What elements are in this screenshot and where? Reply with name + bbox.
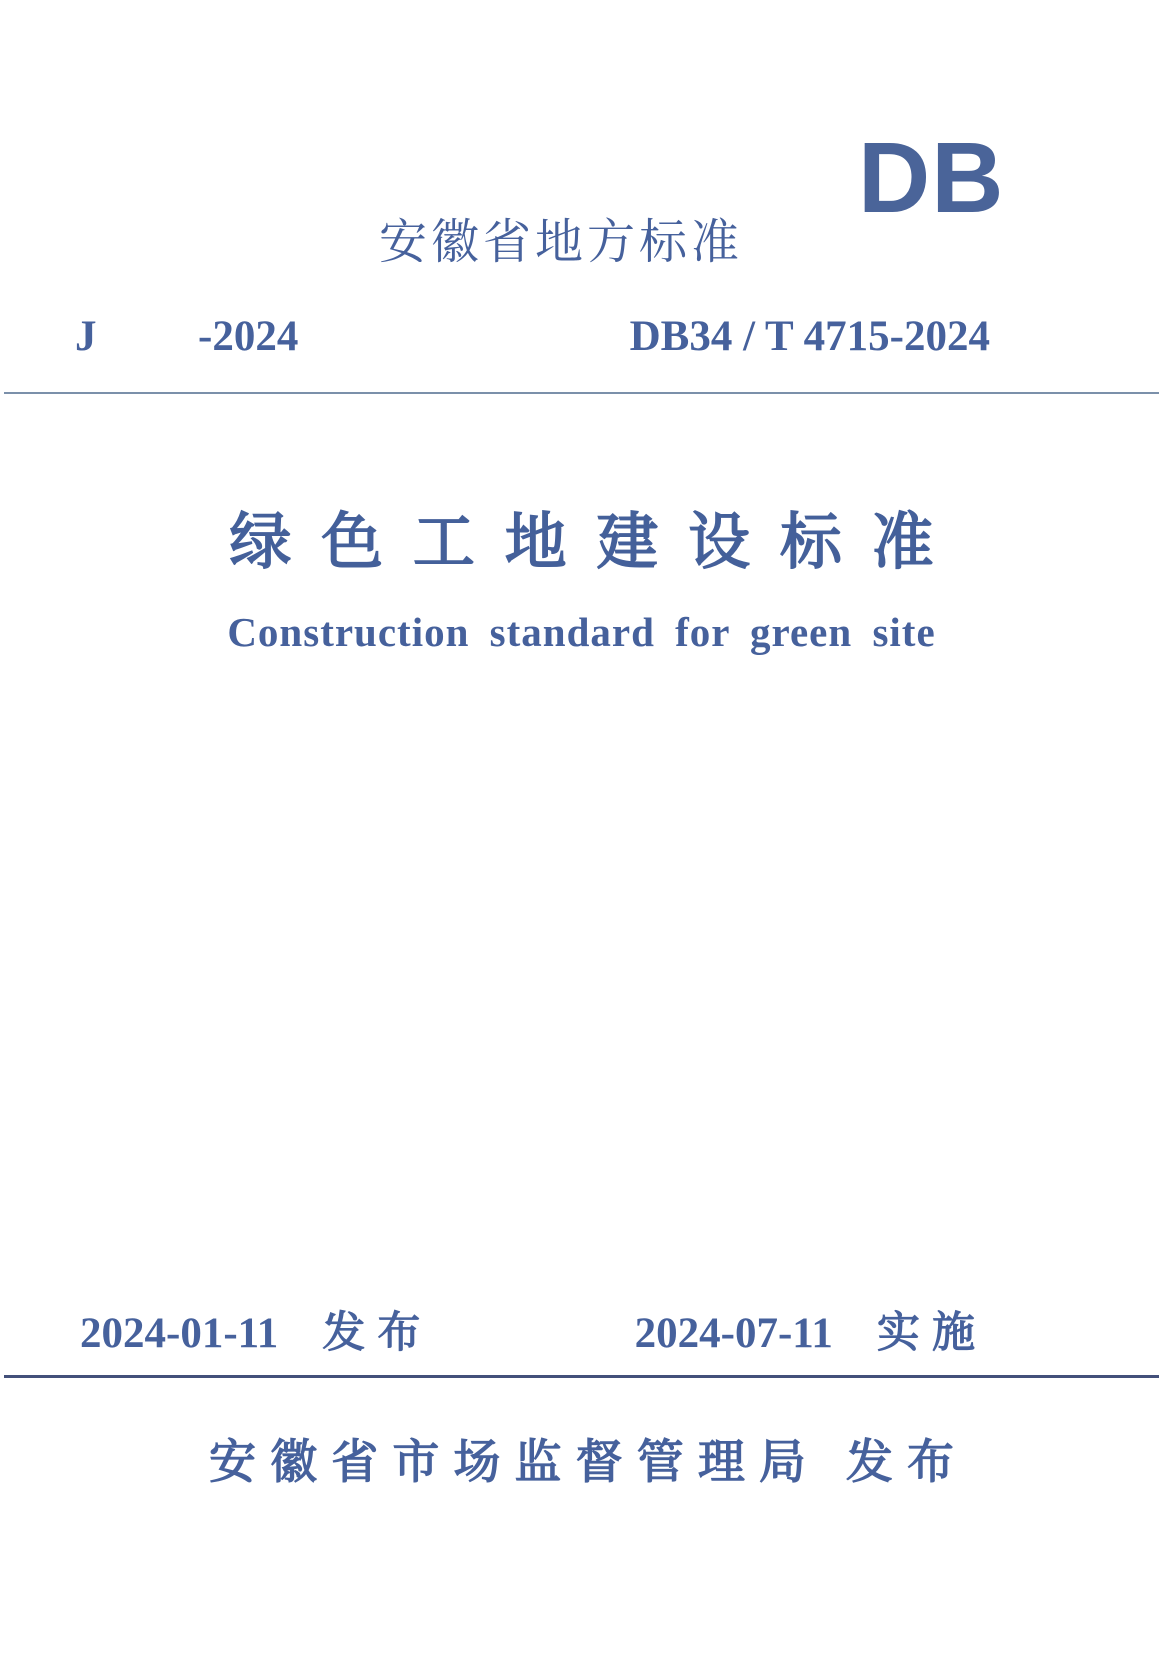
publisher-line <box>0 1434 1163 1490</box>
classification-row <box>0 310 1163 364</box>
implement-date: 2024-07-11 <box>634 1310 833 1357</box>
standard-number: DB34 / T 4715-2024 <box>629 313 990 360</box>
publisher-name: 安徽省市场监督管理局 <box>209 1435 821 1488</box>
implement-date-group <box>635 1306 987 1362</box>
classification-year: -2024 <box>198 313 299 360</box>
bottom-divider-line <box>4 1375 1159 1378</box>
standard-title-english: Construction standard for green site <box>227 609 936 655</box>
issue-label: 发布 <box>322 1310 433 1357</box>
issue-date: 2024-01-11 <box>80 1310 279 1357</box>
classification-code: J <box>75 313 97 360</box>
implement-label: 实施 <box>876 1310 987 1357</box>
issue-date-group <box>80 1306 432 1362</box>
top-divider-line <box>4 392 1159 394</box>
publisher-label: 发布 <box>845 1435 969 1488</box>
standard-title-chinese: 绿色工地建设标准 <box>229 509 964 577</box>
dates-row <box>0 1306 1163 1362</box>
standard-type-heading: 安徽省地方标准 <box>378 216 743 269</box>
db-logo: DB <box>858 122 1005 234</box>
